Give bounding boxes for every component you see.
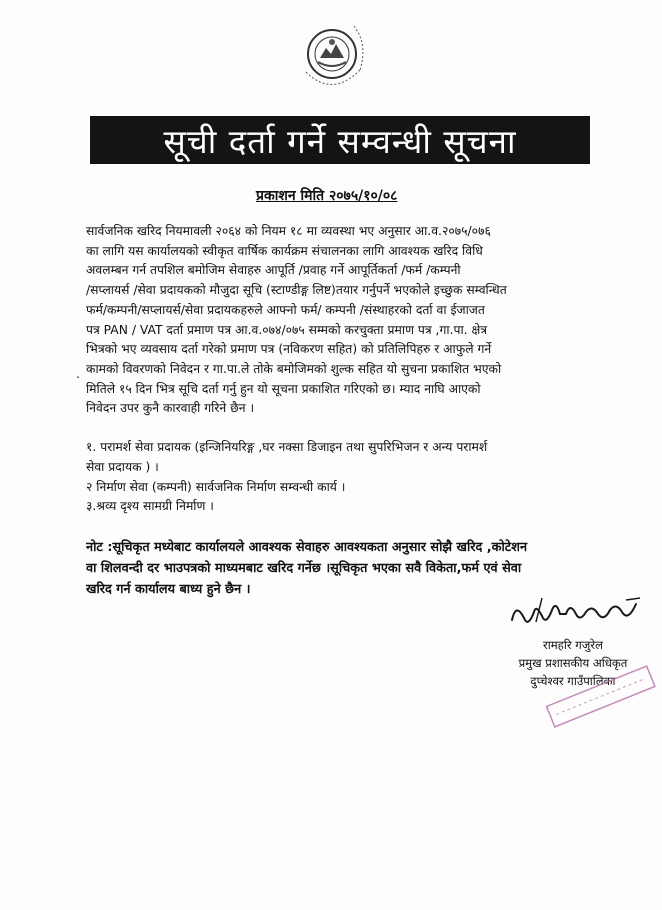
body-line: सार्वजनिक खरिद नियमावली २०६४ को नियम १८ मा व्यवस्था भए अनुसार आ.व.२०७५/०७६	[86, 224, 491, 238]
body-line: निवेदन उपर कुनै कारवाही गरिने छैन ।	[86, 401, 255, 416]
officer-name: रामहरि गजुरेल	[543, 638, 603, 652]
list-item: २ निर्माण सेवा (कम्पनी) सार्वजनिक निर्माण सम्वन्धी कार्य ।	[86, 479, 346, 494]
handwritten-signature	[506, 592, 646, 638]
notice-body	[86, 222, 606, 419]
note-line: नोट :सूचिकृत मध्येबाट कार्यालयले आवश्यक सेवाहरु आवश्यकता अनुसार सोझै खरिद ,कोटेशन	[86, 540, 528, 555]
notice-title-banner	[90, 116, 590, 164]
municipality-seal-icon	[292, 14, 372, 104]
margin-dot: .	[76, 367, 80, 381]
publication-date: प्रकाशन मिति २०७५/१०/०८	[256, 188, 398, 204]
notice-note	[86, 537, 611, 600]
notice-title: सूची दर्ता गर्ने सम्वन्धी सूचना	[163, 121, 517, 161]
list-item: सेवा प्रदायक ) ।	[86, 459, 159, 474]
body-line: अवलम्बन गर्न तपशिल बमोजिम सेवाहरु आपूर्ति /प्रवाह गर्ने आपूर्तिकर्ता /फर्म /कम्पनी	[86, 263, 461, 278]
body-line: पत्र PAN / VAT दर्ता प्रमाण पत्र आ.व.०७४/०७५ सम्मको करचुक्ता प्रमाण पत्र ,गा.पा. क्षेत्र	[86, 322, 488, 337]
note-line: खरिद गर्न कार्यालय बाध्य हुने छैन ।	[86, 582, 251, 597]
service-list	[86, 438, 606, 517]
body-line: मितिले १५ दिन भित्र सूचि दर्ता गर्नु हुन यो सूचना प्रकाशित गरिएको छ। म्याद नाघि आएको	[86, 381, 481, 396]
list-item: १. परामर्श सेवा प्रदायक (इन्जिनियरिङ्ग ,घर नक्सा डिजाइन तथा सुपरिभिजन र अन्य परामर्श	[86, 440, 488, 454]
body-line: कामको विवरणको निवेदन र गा.पा.ले तोके बमोजिमको शुल्क सहित यो सुचना प्रकाशित भएको	[86, 361, 502, 376]
body-line: का लागि यस कार्यालयको स्वीकृत वार्षिक कार्यक्रम संचालनका लागि आवश्यक खरिद विधि	[86, 243, 483, 258]
list-item: ३.श्रव्य दृश्य सामग्री निर्माण ।	[86, 499, 214, 514]
body-line: फर्म/कम्पनी/सप्लायर्स/सेवा प्रदायकहरुले आफ्नो फर्म/ कम्पनी /संस्थाहरको दर्ता वा ईजाजत	[86, 302, 485, 317]
body-line: /सप्लायर्स /सेवा प्रदायकको मौजुदा सूचि (स्टाण्डीङ्ग लिष्ट)तयार गर्नुपर्ने भएकोले इच्छुक सम्वन्धित	[86, 283, 507, 298]
body-line: भित्रको भए व्यवसाय दर्ता गरेको प्रमाण पत्र (नविकरण सहित) को प्रतिलिपिहरु र आफुले गर्ने	[86, 342, 492, 357]
officer-office: दुप्चेश्वर गाउँपालिका	[530, 674, 616, 688]
note-line: वा शिलवन्दी दर भाउपत्रको माध्यमबाट खरिद गर्नेछ ।सूचिकृत भएका सवै विकेता,फर्म एवं सेवा	[86, 561, 522, 576]
officer-title: प्रमुख प्रशासकीय अधिकृत	[518, 656, 628, 670]
official-stamp	[536, 660, 662, 730]
